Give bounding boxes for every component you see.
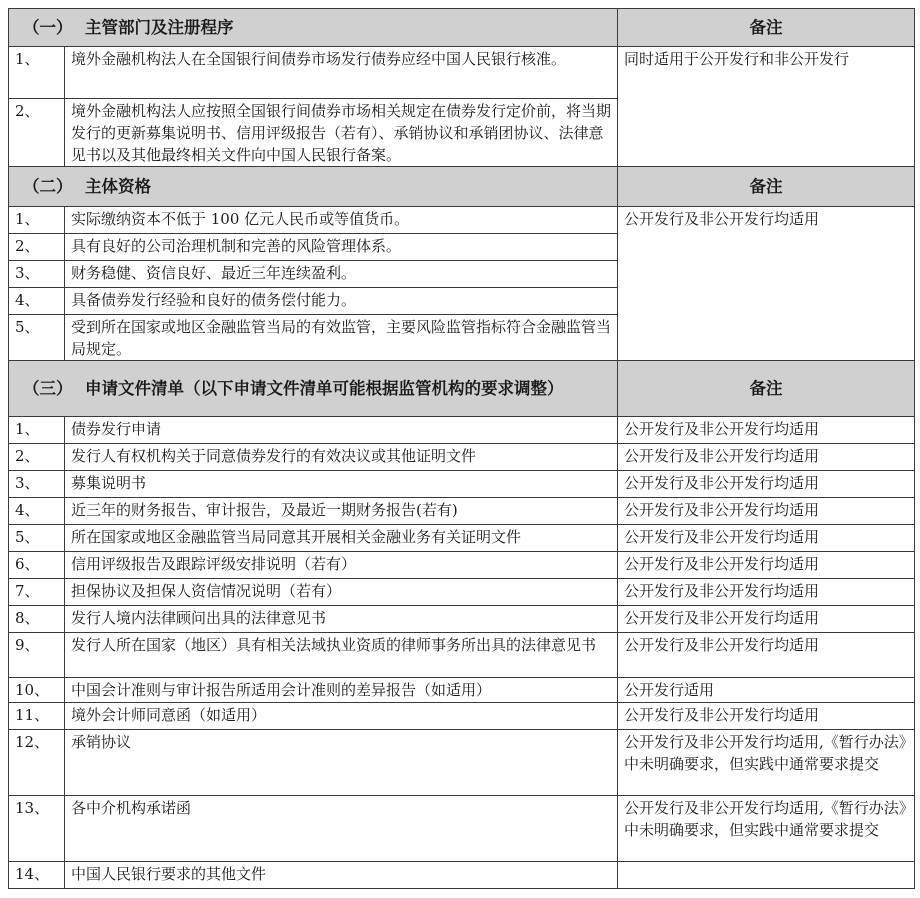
item-remark: 公开发行及非公开发行均适用 <box>618 471 915 498</box>
item-number: 1、 <box>9 207 65 234</box>
item-text: 募集说明书 <box>65 471 618 498</box>
requirements-table-body <box>9 9 915 889</box>
item-remark: 公开发行及非公开发行均适用,《暂行办法》中未明确要求，但实践中通常要求提交 <box>618 796 915 862</box>
item-remark: 公开发行及非公开发行均适用 <box>618 633 915 678</box>
section-header-cell <box>9 361 618 417</box>
item-number: 2、 <box>9 99 65 167</box>
table-row <box>9 606 915 633</box>
section-title: 主管部门及注册程序 <box>85 18 234 37</box>
table-row <box>9 579 915 606</box>
item-number: 3、 <box>9 471 65 498</box>
item-number: 1、 <box>9 417 65 444</box>
table-row <box>9 552 915 579</box>
item-text: 发行人境内法律顾问出具的法律意见书 <box>65 606 618 633</box>
item-remark: 公开发行及非公开发行均适用,《暂行办法》中未明确要求，但实践中通常要求提交 <box>618 730 915 796</box>
item-text: 担保协议及担保人资信情况说明（若有） <box>65 579 618 606</box>
item-number: 4、 <box>9 288 65 315</box>
item-number: 4、 <box>9 498 65 525</box>
item-number: 7、 <box>9 579 65 606</box>
remark-column-header: 备注 <box>618 167 915 207</box>
item-remark: 公开发行及非公开发行均适用 <box>618 525 915 552</box>
table-row <box>9 862 915 889</box>
item-text: 境外金融机构法人应按照全国银行间债券市场相关规定在债券发行定价前，将当期发行的更新募集说明书、信用评级报告（若有）、承销协议和承销团协议、法律意见书以及其他最终相关文件向中国人民银行备案。 <box>65 99 618 167</box>
table-row <box>9 525 915 552</box>
section-header-cell <box>9 9 618 47</box>
item-text: 发行人有权机构关于同意债券发行的有效决议或其他证明文件 <box>65 444 618 471</box>
item-text: 所在国家或地区金融监管当局同意其开展相关金融业务有关证明文件 <box>65 525 618 552</box>
item-number: 2、 <box>9 444 65 471</box>
item-number: 9、 <box>9 633 65 678</box>
item-remark: 公开发行及非公开发行均适用 <box>618 498 915 525</box>
item-text: 中国人民银行要求的其他文件 <box>65 862 618 889</box>
table-row <box>9 633 915 678</box>
section-number: （三） <box>23 379 73 398</box>
item-remark: 公开发行及非公开发行均适用 <box>618 703 915 730</box>
table-row <box>9 471 915 498</box>
shared-remark-cell: 同时适用于公开发行和非公开发行 <box>618 47 915 167</box>
item-number: 11、 <box>9 703 65 730</box>
item-number: 13、 <box>9 796 65 862</box>
item-number: 14、 <box>9 862 65 889</box>
section-header-row <box>9 167 915 207</box>
table-row <box>9 47 915 99</box>
item-text: 具有良好的公司治理机制和完善的风险管理体系。 <box>65 234 618 261</box>
item-text: 各中介机构承诺函 <box>65 796 618 862</box>
item-number: 5、 <box>9 315 65 361</box>
table-row <box>9 703 915 730</box>
section-header-cell <box>9 167 618 207</box>
section-title: 主体资格 <box>85 177 151 196</box>
item-text: 实际缴纳资本不低于 100 亿元人民币或等值货币。 <box>65 207 618 234</box>
item-remark <box>618 862 915 889</box>
table-row <box>9 444 915 471</box>
item-text: 具备债券发行经验和良好的债务偿付能力。 <box>65 288 618 315</box>
item-text: 境外会计师同意函（如适用） <box>65 703 618 730</box>
item-text: 信用评级报告及跟踪评级安排说明（若有） <box>65 552 618 579</box>
remark-column-header: 备注 <box>618 361 915 417</box>
item-text: 境外金融机构法人在全国银行间债券市场发行债券应经中国人民银行核准。 <box>65 47 618 99</box>
shared-remark-cell: 公开发行及非公开发行均适用 <box>618 207 915 361</box>
section-header-row <box>9 9 915 47</box>
item-text: 财务稳健、资信良好、最近三年连续盈利。 <box>65 261 618 288</box>
requirements-table <box>8 8 915 889</box>
item-number: 12、 <box>9 730 65 796</box>
table-row <box>9 796 915 862</box>
item-number: 10、 <box>9 678 65 703</box>
section-title: 申请文件清单（以下申请文件清单可能根据监管机构的要求调整） <box>85 379 564 398</box>
item-text: 承销协议 <box>65 730 618 796</box>
item-remark: 公开发行适用 <box>618 678 915 703</box>
item-remark: 公开发行及非公开发行均适用 <box>618 579 915 606</box>
section-header-row <box>9 361 915 417</box>
remark-column-header: 备注 <box>618 9 915 47</box>
item-number: 5、 <box>9 525 65 552</box>
item-number: 6、 <box>9 552 65 579</box>
table-row <box>9 207 915 234</box>
item-text: 受到所在国家或地区金融监管当局的有效监管，主要风险监管指标符合金融监管当局规定。 <box>65 315 618 361</box>
item-remark: 公开发行及非公开发行均适用 <box>618 552 915 579</box>
table-row <box>9 730 915 796</box>
item-number: 8、 <box>9 606 65 633</box>
table-row <box>9 678 915 703</box>
item-number: 2、 <box>9 234 65 261</box>
table-row <box>9 417 915 444</box>
item-text: 发行人所在国家（地区）具有相关法域执业资质的律师事务所出具的法律意见书 <box>65 633 618 678</box>
item-text: 中国会计准则与审计报告所适用会计准则的差异报告（如适用） <box>65 678 618 703</box>
section-number: （二） <box>23 177 73 196</box>
document-table-container <box>8 8 915 889</box>
item-remark: 公开发行及非公开发行均适用 <box>618 417 915 444</box>
item-remark: 公开发行及非公开发行均适用 <box>618 606 915 633</box>
item-remark: 公开发行及非公开发行均适用 <box>618 444 915 471</box>
section-number: （一） <box>23 18 73 37</box>
item-number: 3、 <box>9 261 65 288</box>
item-text: 债券发行申请 <box>65 417 618 444</box>
item-text: 近三年的财务报告、审计报告，及最近一期财务报告(若有) <box>65 498 618 525</box>
item-number: 1、 <box>9 47 65 99</box>
table-row <box>9 498 915 525</box>
